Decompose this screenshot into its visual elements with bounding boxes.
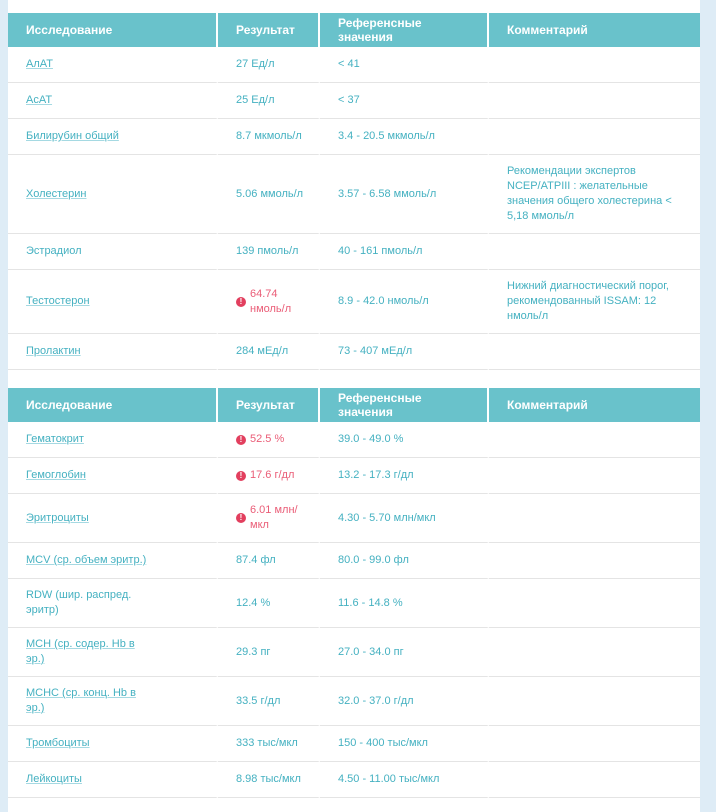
comment-cell: [489, 543, 700, 579]
result-cell: [218, 762, 320, 798]
table-row: [8, 677, 700, 726]
reference-range: 32.0 - 37.0 г/дл: [338, 694, 414, 707]
column-header-comment: Комментарий: [489, 13, 700, 47]
reference-range: 73 - 407 мЕд/л: [338, 345, 413, 357]
reference-cell: [320, 579, 489, 628]
test-name-link[interactable]: Холестерин: [26, 187, 87, 200]
reference-cell: [320, 47, 489, 83]
column-header-reference: Референсные значения: [320, 388, 489, 422]
reference-range: 13.2 - 17.3 г/дл: [338, 469, 414, 481]
test-name-link[interactable]: Эритроциты: [26, 511, 89, 524]
column-header-result: Результат: [218, 388, 320, 422]
table-row: [8, 543, 700, 579]
result-value: 333 тыс/​мкл: [236, 737, 298, 749]
test-name-cell: [8, 494, 218, 543]
reference-cell: [320, 726, 489, 762]
comment-cell: [489, 234, 700, 270]
comment-cell: [489, 726, 700, 762]
reference-range: 80.0 - 99.0 фл: [338, 554, 409, 566]
reference-cell: [320, 334, 489, 370]
result-value: 8.7 мкмоль/​л: [236, 130, 302, 142]
table-row: [8, 458, 700, 494]
reference-range: 39.0 - 49.0 %: [338, 433, 404, 445]
result-value: 12.4 %: [236, 596, 271, 609]
column-header-study: Исследование: [8, 388, 218, 422]
result-value: 284 мЕд/​л: [236, 345, 289, 357]
reference-cell: [320, 628, 489, 677]
test-name-cell: [8, 47, 218, 83]
result-value: 52.5 %: [250, 433, 285, 445]
result-value: 87.4 фл: [236, 554, 276, 566]
test-name-cell: [8, 155, 218, 234]
result-value: 29.3 пг: [236, 645, 271, 658]
test-name-link[interactable]: Тестостерон: [26, 295, 90, 307]
test-name: RDW (шир. распред. эритр): [26, 589, 132, 616]
table-row: [8, 762, 700, 798]
result-cell: [218, 458, 320, 494]
comment-cell: [489, 677, 700, 726]
test-name-link[interactable]: Тромбоциты: [26, 737, 90, 749]
result-cell: [218, 270, 320, 334]
test-name-link[interactable]: MCV (ср. объем эритр.): [26, 554, 147, 566]
result-cell: [218, 334, 320, 370]
reference-cell: [320, 543, 489, 579]
result-value: 64.74 нмоль/​л: [250, 287, 292, 315]
test-name-cell: [8, 422, 218, 458]
table-header-row: [8, 13, 700, 47]
table-row: [8, 234, 700, 270]
reference-range: 27.0 - 34.0 пг: [338, 645, 404, 658]
comment-cell: [489, 494, 700, 543]
test-name-link[interactable]: MCH (ср. содер. Hb в эр.): [26, 638, 135, 665]
table-row: [8, 334, 700, 370]
test-name-link[interactable]: Лейкоциты: [26, 773, 82, 785]
test-name-cell: [8, 628, 218, 677]
table-row: [8, 494, 700, 543]
reference-range: < 37: [338, 94, 360, 106]
test-name-cell: [8, 334, 218, 370]
test-name-link[interactable]: Билирубин общий: [26, 130, 119, 142]
result-cell: [218, 119, 320, 155]
column-header-comment: Комментарий: [489, 388, 700, 422]
comment-cell: [489, 83, 700, 119]
comment-cell: [489, 458, 700, 494]
test-name-link[interactable]: MCHC (ср. конц. Hb в эр.): [26, 687, 136, 714]
result-cell: [218, 628, 320, 677]
test-name-cell: [8, 762, 218, 798]
comment-text: Рекомендации экспертов NCEP/ATPIII : желательные значения общего холестерина < 5,18 ммоль/л: [507, 165, 672, 222]
comment-cell: [489, 47, 700, 83]
comment-cell: [489, 155, 700, 234]
result-cell: [218, 234, 320, 270]
column-header-study: Исследование: [8, 13, 218, 47]
result-value: 33.5 г/​дл: [236, 694, 281, 707]
reference-range: 11.6 - 14.8 %: [338, 596, 403, 609]
result-value: 25 Ед/​л: [236, 94, 275, 106]
reference-range: 4.30 - 5.70 млн/мкл: [338, 511, 436, 524]
test-name-cell: [8, 726, 218, 762]
out-of-range-icon: !: [236, 471, 246, 481]
test-name-cell: [8, 677, 218, 726]
reference-cell: [320, 458, 489, 494]
reference-cell: [320, 83, 489, 119]
test-name-cell: [8, 543, 218, 579]
test-name-link[interactable]: АсАТ: [26, 94, 53, 106]
reference-cell: [320, 234, 489, 270]
result-cell: [218, 494, 320, 543]
result-cell: [218, 422, 320, 458]
reference-cell: [320, 677, 489, 726]
table-row: [8, 83, 700, 119]
test-name-link[interactable]: АлАТ: [26, 58, 53, 70]
result-cell: [218, 47, 320, 83]
table-row: [8, 422, 700, 458]
comment-cell: [489, 628, 700, 677]
reference-cell: [320, 762, 489, 798]
table-row: [8, 47, 700, 83]
test-name-cell: [8, 234, 218, 270]
reference-cell: [320, 155, 489, 234]
result-cell: [218, 579, 320, 628]
table-row: [8, 726, 700, 762]
result-value: 27 Ед/​л: [236, 58, 275, 70]
result-value: 139 пмоль/​л: [236, 245, 299, 257]
comment-cell: [489, 334, 700, 370]
comment-cell: [489, 422, 700, 458]
reference-range: 150 - 400 тыс/мкл: [338, 737, 428, 749]
comment-cell: [489, 579, 700, 628]
table-row: [8, 270, 700, 334]
test-name-cell: [8, 119, 218, 155]
out-of-range-icon: !: [236, 513, 246, 523]
test-name-link[interactable]: Пролактин: [26, 345, 81, 357]
reference-range: 3.4 - 20.5 мкмоль/л: [338, 130, 435, 142]
result-value: 8.98 тыс/​мкл: [236, 773, 301, 785]
reference-range: < 41: [338, 58, 360, 70]
lab-results-table-1: [8, 13, 700, 370]
test-name: Эстрадиол: [26, 245, 82, 257]
reference-cell: [320, 119, 489, 155]
test-name-cell: [8, 83, 218, 119]
comment-text: Нижний диагностический порог, рекомендованный ISSAM: 12 нмоль/л: [507, 280, 669, 322]
result-cell: [218, 677, 320, 726]
result-value: 17.6 г/​дл: [250, 469, 295, 481]
table-row: [8, 119, 700, 155]
test-name-cell: [8, 579, 218, 628]
comment-cell: [489, 762, 700, 798]
result-value: 6.01 млн/​мкл: [250, 504, 298, 531]
result-value: 5.06 ммоль/​л: [236, 187, 304, 200]
out-of-range-icon: !: [236, 435, 246, 445]
reference-cell: [320, 422, 489, 458]
result-cell: [218, 155, 320, 234]
test-name-link[interactable]: Гематокрит: [26, 433, 84, 445]
comment-cell: [489, 270, 700, 334]
comment-cell: [489, 119, 700, 155]
column-header-reference: Референсные значения: [320, 13, 489, 47]
table-row: [8, 579, 700, 628]
reference-range: 8.9 - 42.0 нмоль/л: [338, 295, 429, 307]
out-of-range-icon: !: [236, 297, 246, 307]
column-header-result: Результат: [218, 13, 320, 47]
result-cell: [218, 83, 320, 119]
table-row: [8, 155, 700, 234]
result-cell: [218, 543, 320, 579]
reference-cell: [320, 270, 489, 334]
test-name-link[interactable]: Гемоглобин: [26, 469, 86, 481]
reference-range: 40 - 161 пмоль/л: [338, 245, 423, 257]
result-cell: [218, 726, 320, 762]
reference-range: 4.50 - 11.00 тыс/мкл: [338, 773, 440, 785]
test-name-cell: [8, 458, 218, 494]
reference-range: 3.57 - 6.58 ммоль/л: [338, 187, 437, 200]
test-name-cell: [8, 270, 218, 334]
table-row: [8, 628, 700, 677]
lab-results-table-2: [8, 388, 700, 798]
lab-results-page: [8, 0, 700, 812]
table-header-row: [8, 388, 700, 422]
reference-cell: [320, 494, 489, 543]
